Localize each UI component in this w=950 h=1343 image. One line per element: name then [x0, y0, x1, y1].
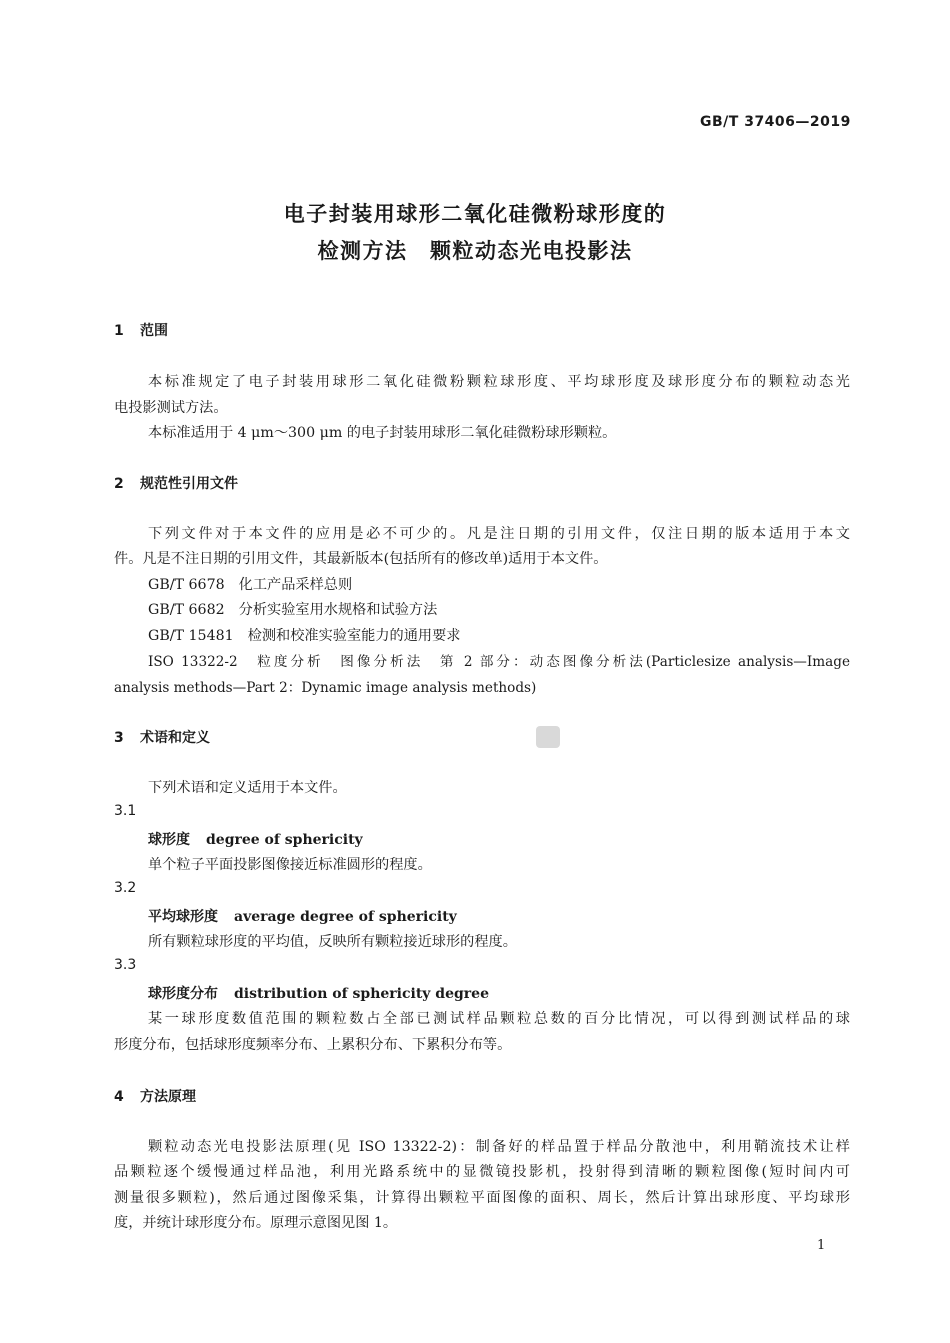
term-definition: 所有颗粒球形度的平均值，反映所有颗粒接近球形的程度。 — [148, 934, 517, 950]
section-1-heading — [114, 320, 168, 340]
paragraph-line: 电投影测试方法。 — [114, 400, 228, 416]
section-number: 1 — [114, 323, 124, 339]
section-title: 范围 — [140, 323, 168, 339]
term-number: 3.3 — [114, 957, 137, 973]
section-4-heading — [114, 1086, 196, 1106]
term-zh: 平均球形度 — [148, 909, 218, 925]
paragraph-line: 度，并统计球形度分布。原理示意图见图 1。 — [114, 1215, 398, 1231]
paragraph-line: 品颗粒逐个缓慢通过样品池，利用光路系统中的显微镜投影机，投射得到清晰的颗粒图像(短时间内可 — [114, 1164, 850, 1180]
page-number: 1 — [817, 1238, 826, 1253]
paragraph-line: 本标准适用于 4 μm～300 μm 的电子封装用球形二氧化硅微粉球形颗粒。 — [148, 425, 617, 441]
term-en: distribution of sphericity degree — [234, 986, 489, 1002]
paragraph-line: 颗粒动态光电投影法原理(见 ISO 13322-2)：制备好的样品置于样品分散池中，利用鞘流技术让样 — [148, 1139, 850, 1155]
paragraph-line: 测量很多颗粒)，然后通过图像采集，计算得出颗粒平面图像的面积、周长，然后计算出球形度、平均球形 — [114, 1190, 850, 1206]
reference-item — [148, 625, 460, 645]
document-title-line1: 电子封装用球形二氧化硅微粉球形度的 — [283, 202, 667, 226]
section-number: 4 — [114, 1089, 124, 1105]
term-definition-cont: 形度分布，包括球形度频率分布、上累积分布、下累积分布等。 — [114, 1037, 512, 1053]
section-3-heading — [114, 727, 210, 747]
paragraph-line: 件。凡是不注日期的引用文件，其最新版本(包括所有的修改单)适用于本文件。 — [114, 551, 608, 567]
reference-title: 分析实验室用水规格和试验方法 — [238, 602, 438, 618]
reference-code: GB/T 15481 — [148, 628, 234, 644]
document-title-line2: 检测方法 颗粒动态光电投影法 — [317, 239, 633, 263]
term-number: 3.1 — [114, 803, 137, 819]
section-title: 规范性引用文件 — [140, 476, 238, 492]
term-zh: 球形度 — [148, 832, 190, 848]
reference-code: GB/T 6682 — [148, 602, 225, 618]
paragraph-line: 下列文件对于本文件的应用是必不可少的。凡是注日期的引用文件，仅注日期的版本适用于本文 — [148, 526, 850, 542]
gray-mark — [536, 726, 560, 748]
reference-item-iso-cont: analysis methods—Part 2：Dynamic image analysis methods) — [114, 680, 537, 696]
section-2-heading — [114, 473, 238, 493]
reference-item-iso: ISO 13322-2 粒度分析 图像分析法 第 2 部分：动态图像分析法(Particlesize analysis—Image — [148, 654, 850, 670]
paragraph-line: 下列术语和定义适用于本文件。 — [148, 780, 347, 796]
term-heading — [148, 983, 489, 1003]
reference-item — [148, 574, 352, 594]
standard-number: GB/T 37406—2019 — [700, 114, 851, 130]
term-number: 3.2 — [114, 880, 137, 896]
term-definition: 某一球形度数值范围的颗粒数占全部已测试样品颗粒总数的百分比情况，可以得到测试样品的球 — [148, 1011, 850, 1027]
term-definition: 单个粒子平面投影图像接近标准圆形的程度。 — [148, 857, 432, 873]
term-en: degree of sphericity — [206, 832, 363, 848]
paragraph-line: 本标准规定了电子封装用球形二氧化硅微粉颗粒球形度、平均球形度及球形度分布的颗粒动态光 — [148, 374, 850, 390]
section-title: 方法原理 — [140, 1089, 196, 1105]
reference-item — [148, 599, 437, 619]
term-zh: 球形度分布 — [148, 986, 218, 1002]
term-heading — [148, 829, 363, 849]
reference-title: 检测和校准实验室能力的通用要求 — [247, 628, 461, 644]
reference-title: 化工产品采样总则 — [238, 577, 353, 593]
term-en: average degree of sphericity — [234, 909, 457, 925]
reference-code: GB/T 6678 — [148, 577, 225, 593]
section-number: 3 — [114, 730, 124, 746]
section-number: 2 — [114, 476, 124, 492]
term-heading — [148, 906, 457, 926]
section-title: 术语和定义 — [140, 730, 210, 746]
